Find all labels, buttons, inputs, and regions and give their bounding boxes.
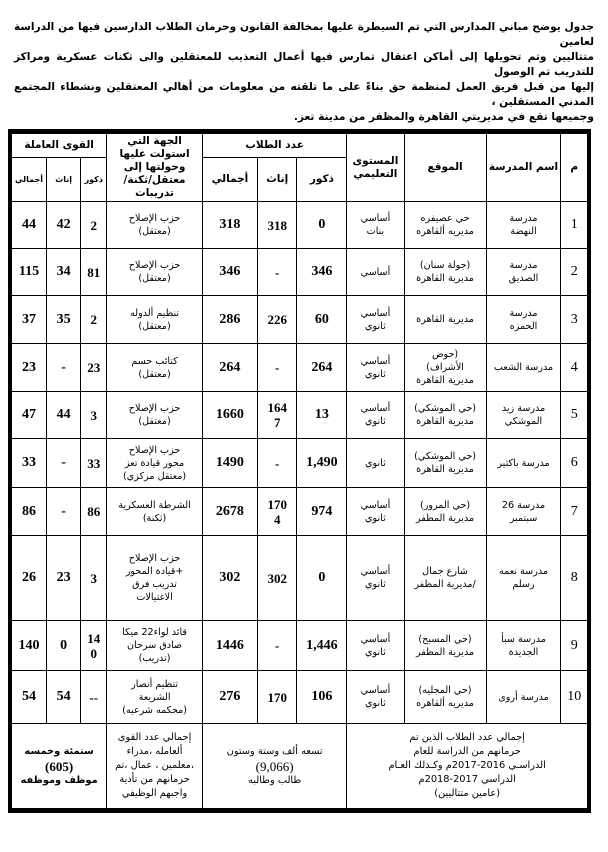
- controlling-party-cell: قائد لواء22 ميكا صادق سرحان (تدريب): [107, 621, 203, 671]
- workforce-total-cell: 26: [10, 536, 46, 621]
- row-index-cell: 7: [561, 488, 589, 536]
- education-level-cell: أساسي ثانوي: [347, 671, 404, 724]
- students-total-cell: 1660: [202, 392, 257, 439]
- school-name-cell: مدرسة الشعب: [486, 344, 561, 392]
- footer-workforce-unit: موظف وموظفه: [20, 774, 98, 786]
- workforce-male-cell: 86: [81, 488, 107, 536]
- school-name-cell: مدرسة باكثير: [486, 439, 561, 488]
- students-male-cell: 0: [297, 536, 347, 621]
- intro-line: إليها من قبل فريق العمل لمنظمة حق بناءً على ما تلقته من معلومات من أهالي المعتقلين ونشطاء المجتمع المدني المستقلين ،: [14, 81, 594, 108]
- controlling-party-cell: كتائب حسم (معتقل): [107, 344, 203, 392]
- table-row: [10, 488, 589, 536]
- workforce-total-cell: 115: [10, 249, 46, 296]
- education-level-cell: أساسي بنات: [347, 202, 404, 249]
- header-students-male: ذكور: [297, 158, 347, 202]
- header-controlling-party: الجهة التي استولت عليها وحولتها إلى معتقل/ثكنة/ تدريبات: [107, 132, 203, 202]
- location-cell: حي عصيفره مديريه ألقاهره: [404, 202, 486, 249]
- workforce-male-cell: 81: [81, 249, 107, 296]
- school-name-cell: مدرسة الحمزه: [486, 296, 561, 344]
- footer-students-total: [202, 724, 346, 811]
- controlling-party-cell: تنظيم ألدوله (معتقل): [107, 296, 203, 344]
- table-row: [10, 296, 589, 344]
- students-total-cell: 302: [202, 536, 257, 621]
- header-students-total: أجمالي: [202, 158, 257, 202]
- workforce-total-cell: 47: [10, 392, 46, 439]
- footer-workforce-number: (605): [45, 758, 74, 774]
- header-students-female: إناث: [257, 158, 296, 202]
- workforce-male-cell: 33: [81, 439, 107, 488]
- students-female-cell: 318: [257, 202, 296, 249]
- school-name-cell: مدرسة 26 سبتمبر: [486, 488, 561, 536]
- controlling-party-cell: حزب الإصلاح (معتقل): [107, 392, 203, 439]
- controlling-party-cell: حزب الإصلاح محور قيادة تعز (معتقل مركزي): [107, 439, 203, 488]
- students-total-cell: 318: [202, 202, 257, 249]
- workforce-total-cell: 44: [10, 202, 46, 249]
- header-workforce-total: أجمالي: [10, 158, 46, 202]
- workforce-female-cell: 23: [46, 536, 80, 621]
- row-index-cell: 8: [561, 536, 589, 621]
- row-index-cell: 5: [561, 392, 589, 439]
- students-male-cell: 346: [297, 249, 347, 296]
- students-female-cell: -: [257, 344, 296, 392]
- controlling-party-cell: حزب الإصلاح +قيادة المحور تدريب فرق الاغتيالات: [107, 536, 203, 621]
- footer-students-number: (9,066): [255, 758, 294, 774]
- students-female-cell: -: [257, 249, 296, 296]
- header-workforce-female: إناث: [46, 158, 80, 202]
- education-level-cell: أساسي ثانوي: [347, 296, 404, 344]
- workforce-female-cell: -: [46, 488, 80, 536]
- workforce-male-cell: 23: [81, 344, 107, 392]
- students-male-cell: 1,490: [297, 439, 347, 488]
- location-cell: (حي المسبح) مديرية المظفر: [404, 621, 486, 671]
- table-row: [10, 671, 589, 724]
- header-index: م: [561, 132, 589, 202]
- workforce-female-cell: 44: [46, 392, 80, 439]
- footer-workforce-label: إجمالي عدد القوى ألعامله ،مدراء ،معلمين ، عمال ،تم حرمانهم من تأدية واجبهم الوظيفي: [107, 724, 203, 811]
- location-cell: (جولة سنان) مديرية القاهرة: [404, 249, 486, 296]
- workforce-female-cell: 35: [46, 296, 80, 344]
- workforce-female-cell: -: [46, 439, 80, 488]
- students-male-cell: 60: [297, 296, 347, 344]
- row-index-cell: 1: [561, 202, 589, 249]
- workforce-male-cell: 3: [81, 536, 107, 621]
- location-cell: (حي الموشكي) مديرية القاهرة: [404, 392, 486, 439]
- table-row: [10, 344, 589, 392]
- controlling-party-cell: حزب الإصلاح (معتقل): [107, 249, 203, 296]
- education-level-cell: أساسي ثانوي: [347, 392, 404, 439]
- workforce-male-cell: 2: [81, 202, 107, 249]
- location-cell: مديرية القاهرة: [404, 296, 486, 344]
- location-cell: (حي المجليه) مديريه ألقاهره: [404, 671, 486, 724]
- students-female-cell: 164 7: [257, 392, 296, 439]
- students-total-cell: 346: [202, 249, 257, 296]
- footer-students-label: إجمالي عدد الطلاب الذين تم حرمانهم من الدراسة للعام الدراسـي 2016-2017م وكـذلك العـام الدراسي 2017-2018م (عامين متتاليين): [347, 724, 589, 811]
- header-workforce-male: ذكور: [81, 158, 107, 202]
- education-level-cell: أساسي ثانوي: [347, 621, 404, 671]
- table-row: [10, 392, 589, 439]
- intro-line: متتاليين وتم تحويلها إلى أماكن اعتقال تمارس فيها أعمال التعذيب للمعتقلين والى ثكنات عسكرية ومراكز للتدريب تم الوصول: [14, 51, 594, 78]
- row-index-cell: 2: [561, 249, 589, 296]
- students-female-cell: 302: [257, 536, 296, 621]
- row-index-cell: 4: [561, 344, 589, 392]
- footer-students-unit: طالب وطالبه: [248, 774, 302, 786]
- header-education-level: المستوى التعليمي: [347, 132, 404, 202]
- workforce-total-cell: 37: [10, 296, 46, 344]
- workforce-female-cell: 34: [46, 249, 80, 296]
- students-total-cell: 1490: [202, 439, 257, 488]
- location-cell: (حي المرور) مديرية المظفر: [404, 488, 486, 536]
- workforce-male-cell: 3: [81, 392, 107, 439]
- header-workforce-group: القوى العاملة: [10, 132, 107, 158]
- school-name-cell: مدرسة النهضة: [486, 202, 561, 249]
- row-index-cell: 6: [561, 439, 589, 488]
- workforce-female-cell: 42: [46, 202, 80, 249]
- location-cell: (حي الموشكي) مديرية القاهرة: [404, 439, 486, 488]
- footer-workforce-words: ستمئة وخمسه: [24, 745, 94, 757]
- school-name-cell: مدرسة زيد الموشكي: [486, 392, 561, 439]
- students-male-cell: 264: [297, 344, 347, 392]
- students-female-cell: -: [257, 439, 296, 488]
- workforce-male-cell: 2: [81, 296, 107, 344]
- footer-students-words: تسعه ألف وستة وستون: [226, 745, 323, 757]
- workforce-total-cell: 86: [10, 488, 46, 536]
- students-male-cell: 106: [297, 671, 347, 724]
- school-name-cell: مدرسة نعمه رسلم: [486, 536, 561, 621]
- education-level-cell: أساسي ثانوي: [347, 536, 404, 621]
- table-row: [10, 202, 589, 249]
- education-level-cell: ثانوي: [347, 439, 404, 488]
- students-total-cell: 276: [202, 671, 257, 724]
- header-location: الموقع: [404, 132, 486, 202]
- students-total-cell: 1446: [202, 621, 257, 671]
- students-male-cell: 0: [297, 202, 347, 249]
- students-female-cell: -: [257, 621, 296, 671]
- students-female-cell: 226: [257, 296, 296, 344]
- table-row: [10, 249, 589, 296]
- controlling-party-cell: حزب الإصلاح (معتقل): [107, 202, 203, 249]
- education-level-cell: أساسي ثانوي: [347, 488, 404, 536]
- table-row: [10, 536, 589, 621]
- table-row: [10, 621, 589, 671]
- table-row: [10, 439, 589, 488]
- workforce-female-cell: 0: [46, 621, 80, 671]
- students-male-cell: 13: [297, 392, 347, 439]
- header-students-group: عدد الطلاب: [202, 132, 346, 158]
- students-male-cell: 974: [297, 488, 347, 536]
- controlling-party-cell: تنظيم أنصار الشريعة (محكمه شرعيه): [107, 671, 203, 724]
- workforce-total-cell: 54: [10, 671, 46, 724]
- header-school-name: اسم المدرسة: [486, 132, 561, 202]
- header-row-1: [10, 132, 589, 158]
- students-total-cell: 2678: [202, 488, 257, 536]
- workforce-male-cell: --: [81, 671, 107, 724]
- workforce-total-cell: 140: [10, 621, 46, 671]
- students-total-cell: 286: [202, 296, 257, 344]
- schools-table: [8, 129, 591, 813]
- location-cell: شارع جمال /مديرية المظفر: [404, 536, 486, 621]
- footer-row: [10, 724, 589, 811]
- intro-line: جدول يوضح مباني المدارس التي تم السيطرة عليها بمخالفة القانون وحرمان الطلاب الدارسين فيها من الدراسة لعامين: [14, 21, 594, 48]
- education-level-cell: أساسي ثانوي: [347, 344, 404, 392]
- school-name-cell: مدرسة الصديق: [486, 249, 561, 296]
- students-female-cell: 170 4: [257, 488, 296, 536]
- intro-line: وجميعها تقع في مديريتي القاهرة والمظفر من مدينة تعز.: [293, 111, 594, 123]
- workforce-total-cell: 23: [10, 344, 46, 392]
- workforce-total-cell: 33: [10, 439, 46, 488]
- school-name-cell: مدرسة سبأ الجديدة: [486, 621, 561, 671]
- students-female-cell: 170: [257, 671, 296, 724]
- footer-workforce-total: [10, 724, 107, 811]
- students-male-cell: 1,446: [297, 621, 347, 671]
- school-name-cell: مدرسة أروى: [486, 671, 561, 724]
- row-index-cell: 10: [561, 671, 589, 724]
- workforce-male-cell: 14 0: [81, 621, 107, 671]
- education-level-cell: أساسي: [347, 249, 404, 296]
- workforce-female-cell: -: [46, 344, 80, 392]
- students-total-cell: 264: [202, 344, 257, 392]
- intro-paragraph: [14, 20, 594, 125]
- workforce-female-cell: 54: [46, 671, 80, 724]
- row-index-cell: 3: [561, 296, 589, 344]
- controlling-party-cell: الشرطة العسكرية (ثكنة): [107, 488, 203, 536]
- location-cell: (حوض الأشراف) مديرية القاهرة: [404, 344, 486, 392]
- row-index-cell: 9: [561, 621, 589, 671]
